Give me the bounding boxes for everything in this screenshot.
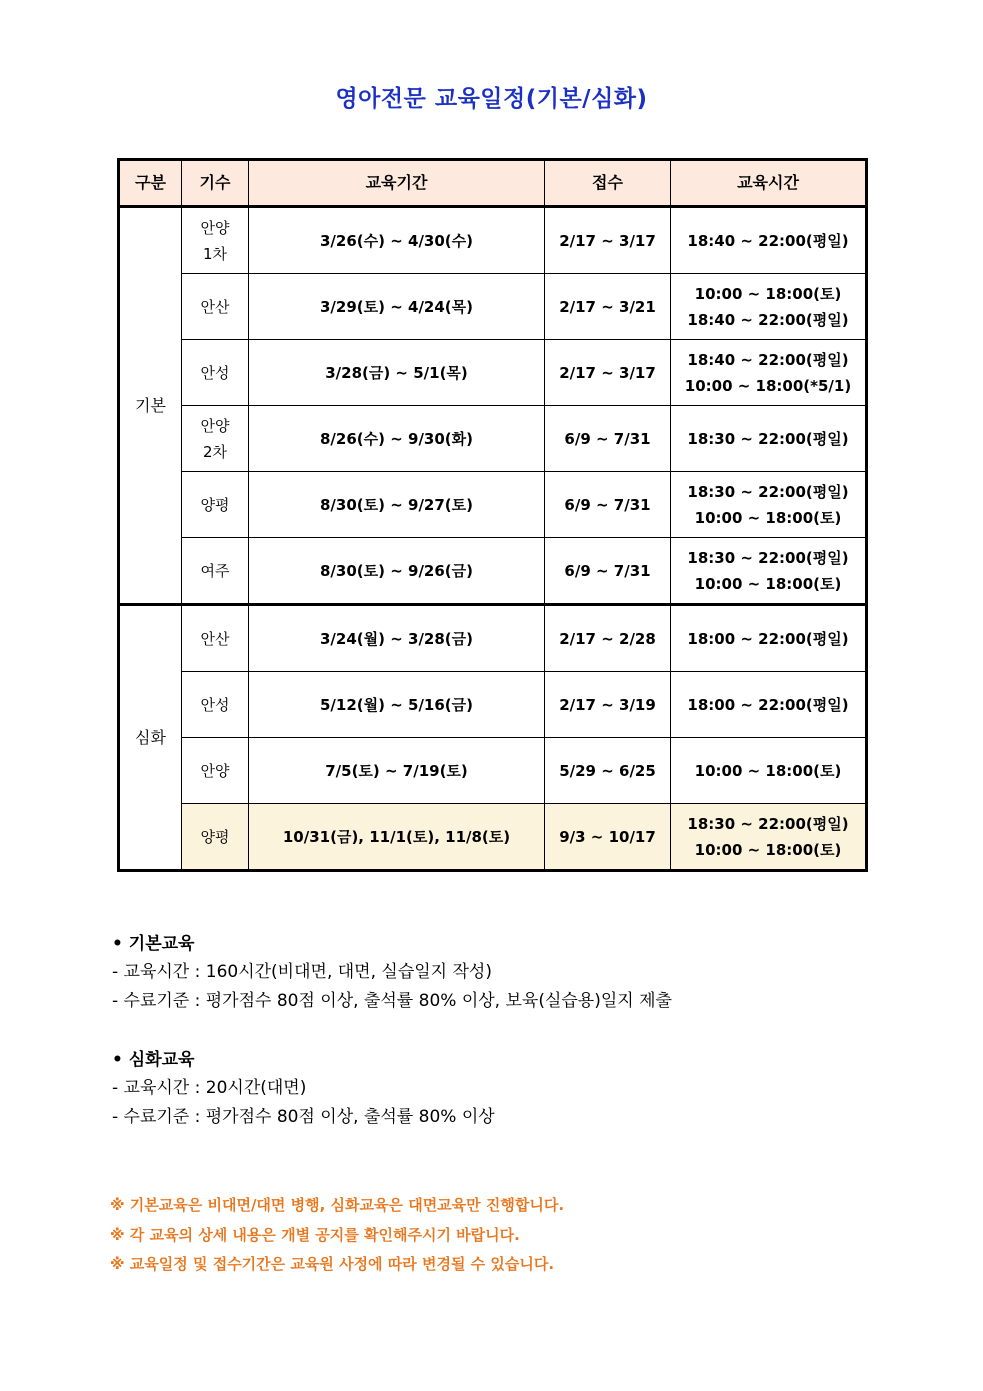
times-cell: 18:30 ~ 22:00(평일) xyxy=(671,406,867,472)
session-cell: 양평 xyxy=(182,472,249,538)
session-cell: 안산 xyxy=(182,605,249,672)
table-row xyxy=(119,605,867,672)
times-cell: 18:30 ~ 22:00(평일) 10:00 ~ 18:00(토) xyxy=(671,472,867,538)
header-times: 교육시간 xyxy=(671,160,867,207)
session-cell: 안성 xyxy=(182,672,249,738)
schedule-table xyxy=(117,158,868,872)
table-row-highlighted xyxy=(119,804,867,871)
advanced-line-hours: - 교육시간 : 20시간(대면) xyxy=(112,1078,307,1098)
times-cell: 10:00 ~ 18:00(토) xyxy=(671,738,867,804)
page-title: 영아전문 교육일정(기본/심화) xyxy=(335,86,648,112)
category-cell-basic: 기본 xyxy=(119,207,182,605)
table-row xyxy=(119,406,867,472)
period-cell: 8/30(토) ~ 9/27(토) xyxy=(249,472,545,538)
session-cell: 안산 xyxy=(182,274,249,340)
remark: ※ 각 교육의 상세 내용은 개별 공지를 확인해주시기 바랍니다. xyxy=(110,1225,520,1244)
reception-cell: 6/9 ~ 7/31 xyxy=(545,406,671,472)
header-session: 기수 xyxy=(182,160,249,207)
session-cell: 안양 xyxy=(182,738,249,804)
table-row xyxy=(119,472,867,538)
times-cell: 18:00 ~ 22:00(평일) xyxy=(671,605,867,672)
session-cell: 여주 xyxy=(182,538,249,605)
reception-cell: 9/3 ~ 10/17 xyxy=(545,804,671,871)
header-reception: 접수 xyxy=(545,160,671,207)
remark: ※ 기본교육은 비대면/대면 병행, 심화교육은 대면교육만 진행합니다. xyxy=(110,1196,565,1214)
remarks-section xyxy=(110,1191,564,1280)
table-row xyxy=(119,207,867,274)
table-row xyxy=(119,340,867,406)
basic-line-criteria: - 수료기준 : 평가점수 80점 이상, 출석률 80% 이상, 보육(실습용)일지 제출 xyxy=(112,991,672,1011)
notes-section xyxy=(112,930,672,1132)
period-cell: 3/24(월) ~ 3/28(금) xyxy=(249,605,545,672)
header-category: 구분 xyxy=(119,160,182,207)
remark: ※ 교육일정 및 접수기간은 교육원 사정에 따라 변경될 수 있습니다. xyxy=(110,1255,555,1273)
table-row xyxy=(119,672,867,738)
reception-cell: 2/17 ~ 3/21 xyxy=(545,274,671,340)
basic-line-hours: - 교육시간 : 160시간(비대면, 대면, 실습일지 작성) xyxy=(112,962,492,982)
times-cell: 18:00 ~ 22:00(평일) xyxy=(671,672,867,738)
reception-cell: 2/17 ~ 3/17 xyxy=(545,340,671,406)
period-cell: 3/28(금) ~ 5/1(목) xyxy=(249,340,545,406)
category-cell-advanced: 심화 xyxy=(119,605,182,871)
table-header-row xyxy=(119,160,867,207)
advanced-line-criteria: - 수료기준 : 평가점수 80점 이상, 출석률 80% 이상 xyxy=(112,1107,495,1127)
reception-cell: 6/9 ~ 7/31 xyxy=(545,472,671,538)
session-cell: 안양 1차 xyxy=(182,207,249,274)
session-cell: 안양 2차 xyxy=(182,406,249,472)
period-cell: 3/26(수) ~ 4/30(수) xyxy=(249,207,545,274)
basic-heading: • 기본교육 xyxy=(112,934,195,954)
times-cell: 18:30 ~ 22:00(평일) 10:00 ~ 18:00(토) xyxy=(671,804,867,871)
advanced-heading: • 심화교육 xyxy=(112,1050,195,1070)
times-cell: 18:40 ~ 22:00(평일) 10:00 ~ 18:00(*5/1) xyxy=(671,340,867,406)
period-cell: 8/26(수) ~ 9/30(화) xyxy=(249,406,545,472)
times-cell: 18:30 ~ 22:00(평일) 10:00 ~ 18:00(토) xyxy=(671,538,867,605)
session-cell: 양평 xyxy=(182,804,249,871)
table-row xyxy=(119,274,867,340)
period-cell: 5/12(월) ~ 5/16(금) xyxy=(249,672,545,738)
period-cell: 3/29(토) ~ 4/24(목) xyxy=(249,274,545,340)
reception-cell: 5/29 ~ 6/25 xyxy=(545,738,671,804)
period-cell: 8/30(토) ~ 9/26(금) xyxy=(249,538,545,605)
reception-cell: 2/17 ~ 3/19 xyxy=(545,672,671,738)
reception-cell: 6/9 ~ 7/31 xyxy=(545,538,671,605)
table-row xyxy=(119,538,867,605)
session-cell: 안성 xyxy=(182,340,249,406)
times-cell: 10:00 ~ 18:00(토) 18:40 ~ 22:00(평일) xyxy=(671,274,867,340)
times-cell: 18:40 ~ 22:00(평일) xyxy=(671,207,867,274)
header-period: 교육기간 xyxy=(249,160,545,207)
reception-cell: 2/17 ~ 2/28 xyxy=(545,605,671,672)
period-cell: 10/31(금), 11/1(토), 11/8(토) xyxy=(249,804,545,871)
period-cell: 7/5(토) ~ 7/19(토) xyxy=(249,738,545,804)
table-row xyxy=(119,738,867,804)
reception-cell: 2/17 ~ 3/17 xyxy=(545,207,671,274)
